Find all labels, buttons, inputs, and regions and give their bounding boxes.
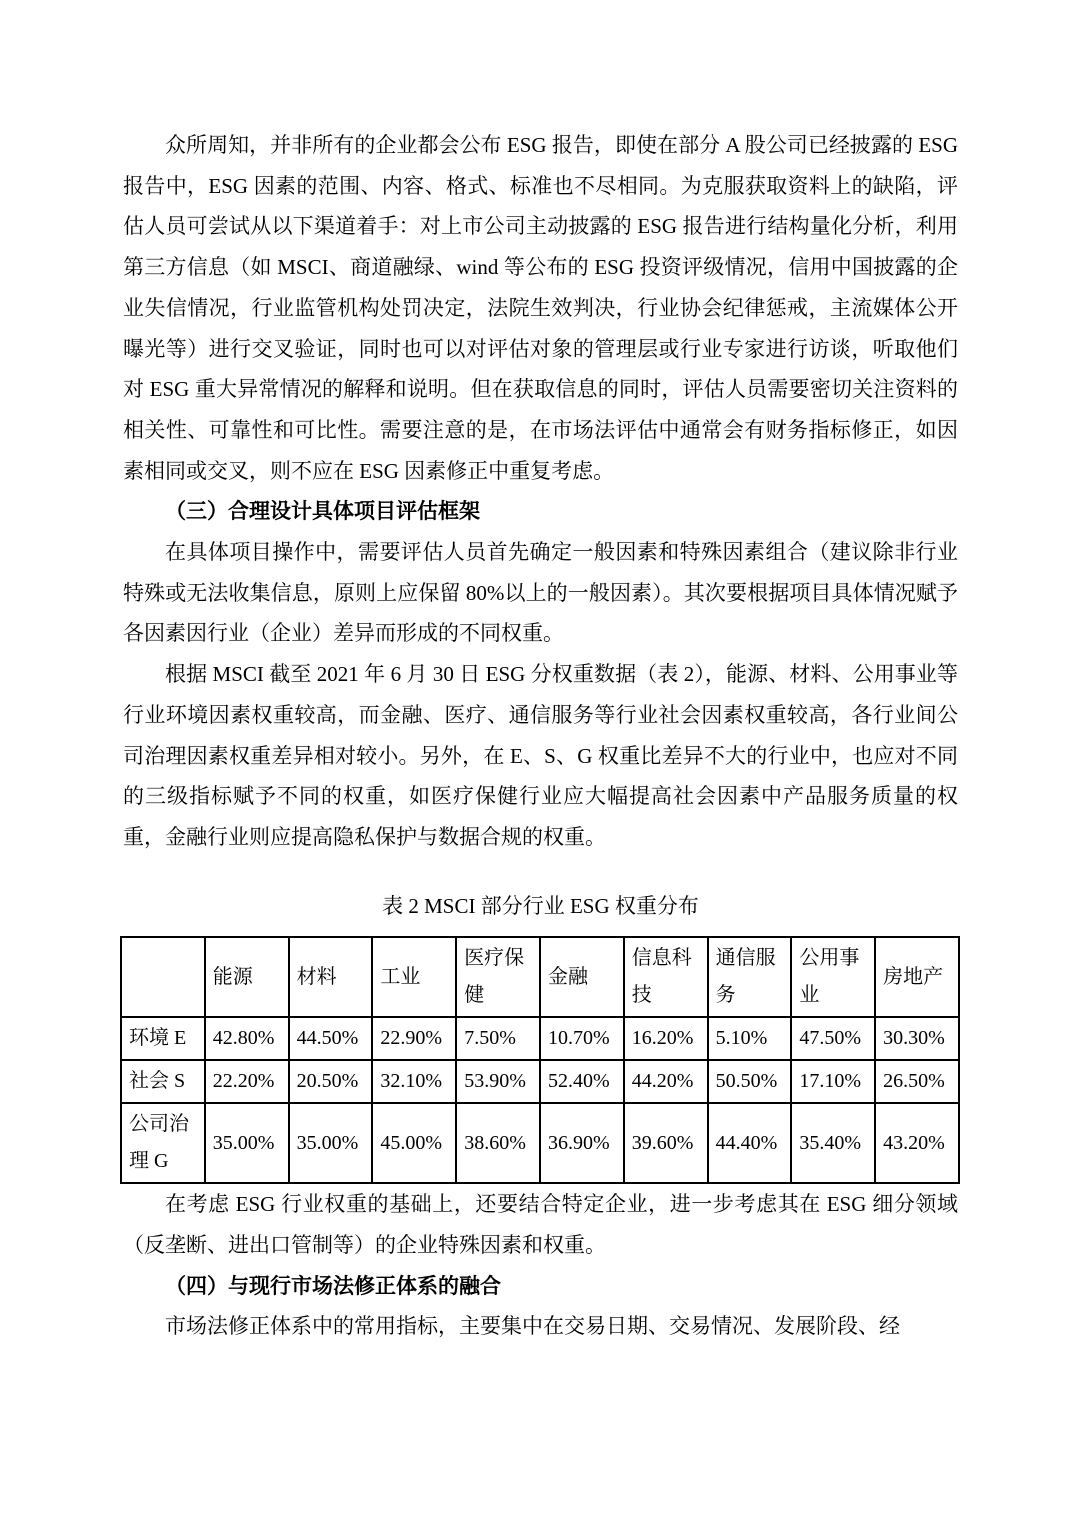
esg-weight-table-wrap — [120, 936, 960, 1184]
table-row-environment — [121, 1017, 959, 1060]
table-cell: 32.10% — [372, 1060, 456, 1103]
table-cell: 39.60% — [624, 1103, 708, 1183]
table-cell: 35.40% — [791, 1103, 875, 1183]
table-cell: 45.00% — [372, 1103, 456, 1183]
column-header-healthcare: 医疗保健 — [456, 937, 540, 1017]
column-header-infotech: 信息科技 — [624, 937, 708, 1017]
corner-cell — [121, 937, 205, 1017]
column-header-commservices: 通信服务 — [708, 937, 792, 1017]
table-caption: 表 2 MSCI 部分行业 ESG 权重分布 — [382, 893, 699, 918]
table-cell: 26.50% — [875, 1060, 959, 1103]
table-row-social — [121, 1060, 959, 1103]
column-header-financials: 金融 — [540, 937, 624, 1017]
esg-weight-table — [120, 936, 960, 1184]
paragraph-project-framework: 在具体项目操作中，需要评估人员首先确定一般因素和特殊因素组合（建议除非行业特殊或无法收集信息，原则上应保留 80%以上的一般因素）。其次要根据项目具体情况赋予各因素因行业（企业）差异而形成的不同权重。 — [123, 540, 958, 646]
table-header-row — [121, 937, 959, 1017]
table-cell: 20.50% — [289, 1060, 373, 1103]
table-cell: 50.50% — [708, 1060, 792, 1103]
table-cell: 42.80% — [205, 1017, 289, 1060]
paragraph-esg-disclosure: 众所周知，并非所有的企业都会公布 ESG 报告，即使在部分 A 股公司已经披露的 ESG 报告中，ESG 因素的范围、内容、格式、标准也不尽相同。为克服获取资料上的缺陷，评估人员可尝试从以下渠道着手：对上市公司主动披露的 ESG 报告进行结构量化分析，利用第三方信息（如 MSCI、商道融绿、wind 等公布的 ESG 投资评级情况，信用中国披露的企业失信情况，行业监管机构处罚决定，法院生效判决，行业协会纪律惩戒，主流媒体公开曝光等）进行交叉验证，同时也可以对评估对象的管理层或行业专家进行访谈，听取他们对 ESG 重大异常情况的解释和说明。但在获取信息的同时，评估人员需要密切关注资料的相关性、可靠性和可比性。需要注意的是，在市场法评估中通常会有财务指标修正，如因素相同或交叉，则不应在 ESG 因素修正中重复考虑。 — [123, 133, 958, 483]
row-header-social: 社会 S — [121, 1060, 205, 1103]
table-cell: 44.20% — [624, 1060, 708, 1103]
table-cell: 5.10% — [708, 1017, 792, 1060]
table-cell: 35.00% — [289, 1103, 373, 1183]
column-header-energy: 能源 — [205, 937, 289, 1017]
table-cell: 52.40% — [540, 1060, 624, 1103]
table-cell: 36.90% — [540, 1103, 624, 1183]
column-header-industrials: 工业 — [372, 937, 456, 1017]
row-header-governance: 公司治理 G — [121, 1103, 205, 1183]
table-row-governance — [121, 1103, 959, 1183]
table-cell: 44.40% — [708, 1103, 792, 1183]
table-cell: 30.30% — [875, 1017, 959, 1060]
table-cell: 47.50% — [791, 1017, 875, 1060]
section-heading-3: （三）合理设计具体项目评估框架 — [165, 499, 480, 524]
table-cell: 22.90% — [372, 1017, 456, 1060]
table-cell: 16.20% — [624, 1017, 708, 1060]
row-header-environment: 环境 E — [121, 1017, 205, 1060]
section-heading-4: （四）与现行市场法修正体系的融合 — [165, 1273, 501, 1298]
table-cell: 53.90% — [456, 1060, 540, 1103]
paragraph-msci-weights: 根据 MSCI 截至 2021 年 6 月 30 日 ESG 分权重数据（表 2），能源、材料、公用事业等行业环境因素权重较高，而金融、医疗、通信服务等行业社会因素权重较高，各行业间公司治理因素权重差异相对较小。另外，在 E、S、G 权重比差异不大的行业中，也应对不同的三级指标赋予不同的权重，如医疗保健行业应大幅提高社会因素中产品服务质量的权重，金融行业则应提高隐私保护与数据合规的权重。 — [123, 662, 958, 849]
paragraph-market-method: 市场法修正体系中的常用指标，主要集中在交易日期、交易情况、发展阶段、经 — [165, 1314, 900, 1339]
table-cell: 10.70% — [540, 1017, 624, 1060]
table-cell: 43.20% — [875, 1103, 959, 1183]
column-header-materials: 材料 — [289, 937, 373, 1017]
column-header-realestate: 房地产 — [875, 937, 959, 1017]
table-cell: 7.50% — [456, 1017, 540, 1060]
table-cell: 22.20% — [205, 1060, 289, 1103]
table-cell: 17.10% — [791, 1060, 875, 1103]
paragraph-enterprise-factors: 在考虑 ESG 行业权重的基础上，还要结合特定企业，进一步考虑其在 ESG 细分领域（反垄断、进出口管制等）的企业特殊因素和权重。 — [123, 1192, 958, 1258]
column-header-utilities: 公用事业 — [791, 937, 875, 1017]
table-cell: 35.00% — [205, 1103, 289, 1183]
table-cell: 38.60% — [456, 1103, 540, 1183]
table-cell: 44.50% — [289, 1017, 373, 1060]
